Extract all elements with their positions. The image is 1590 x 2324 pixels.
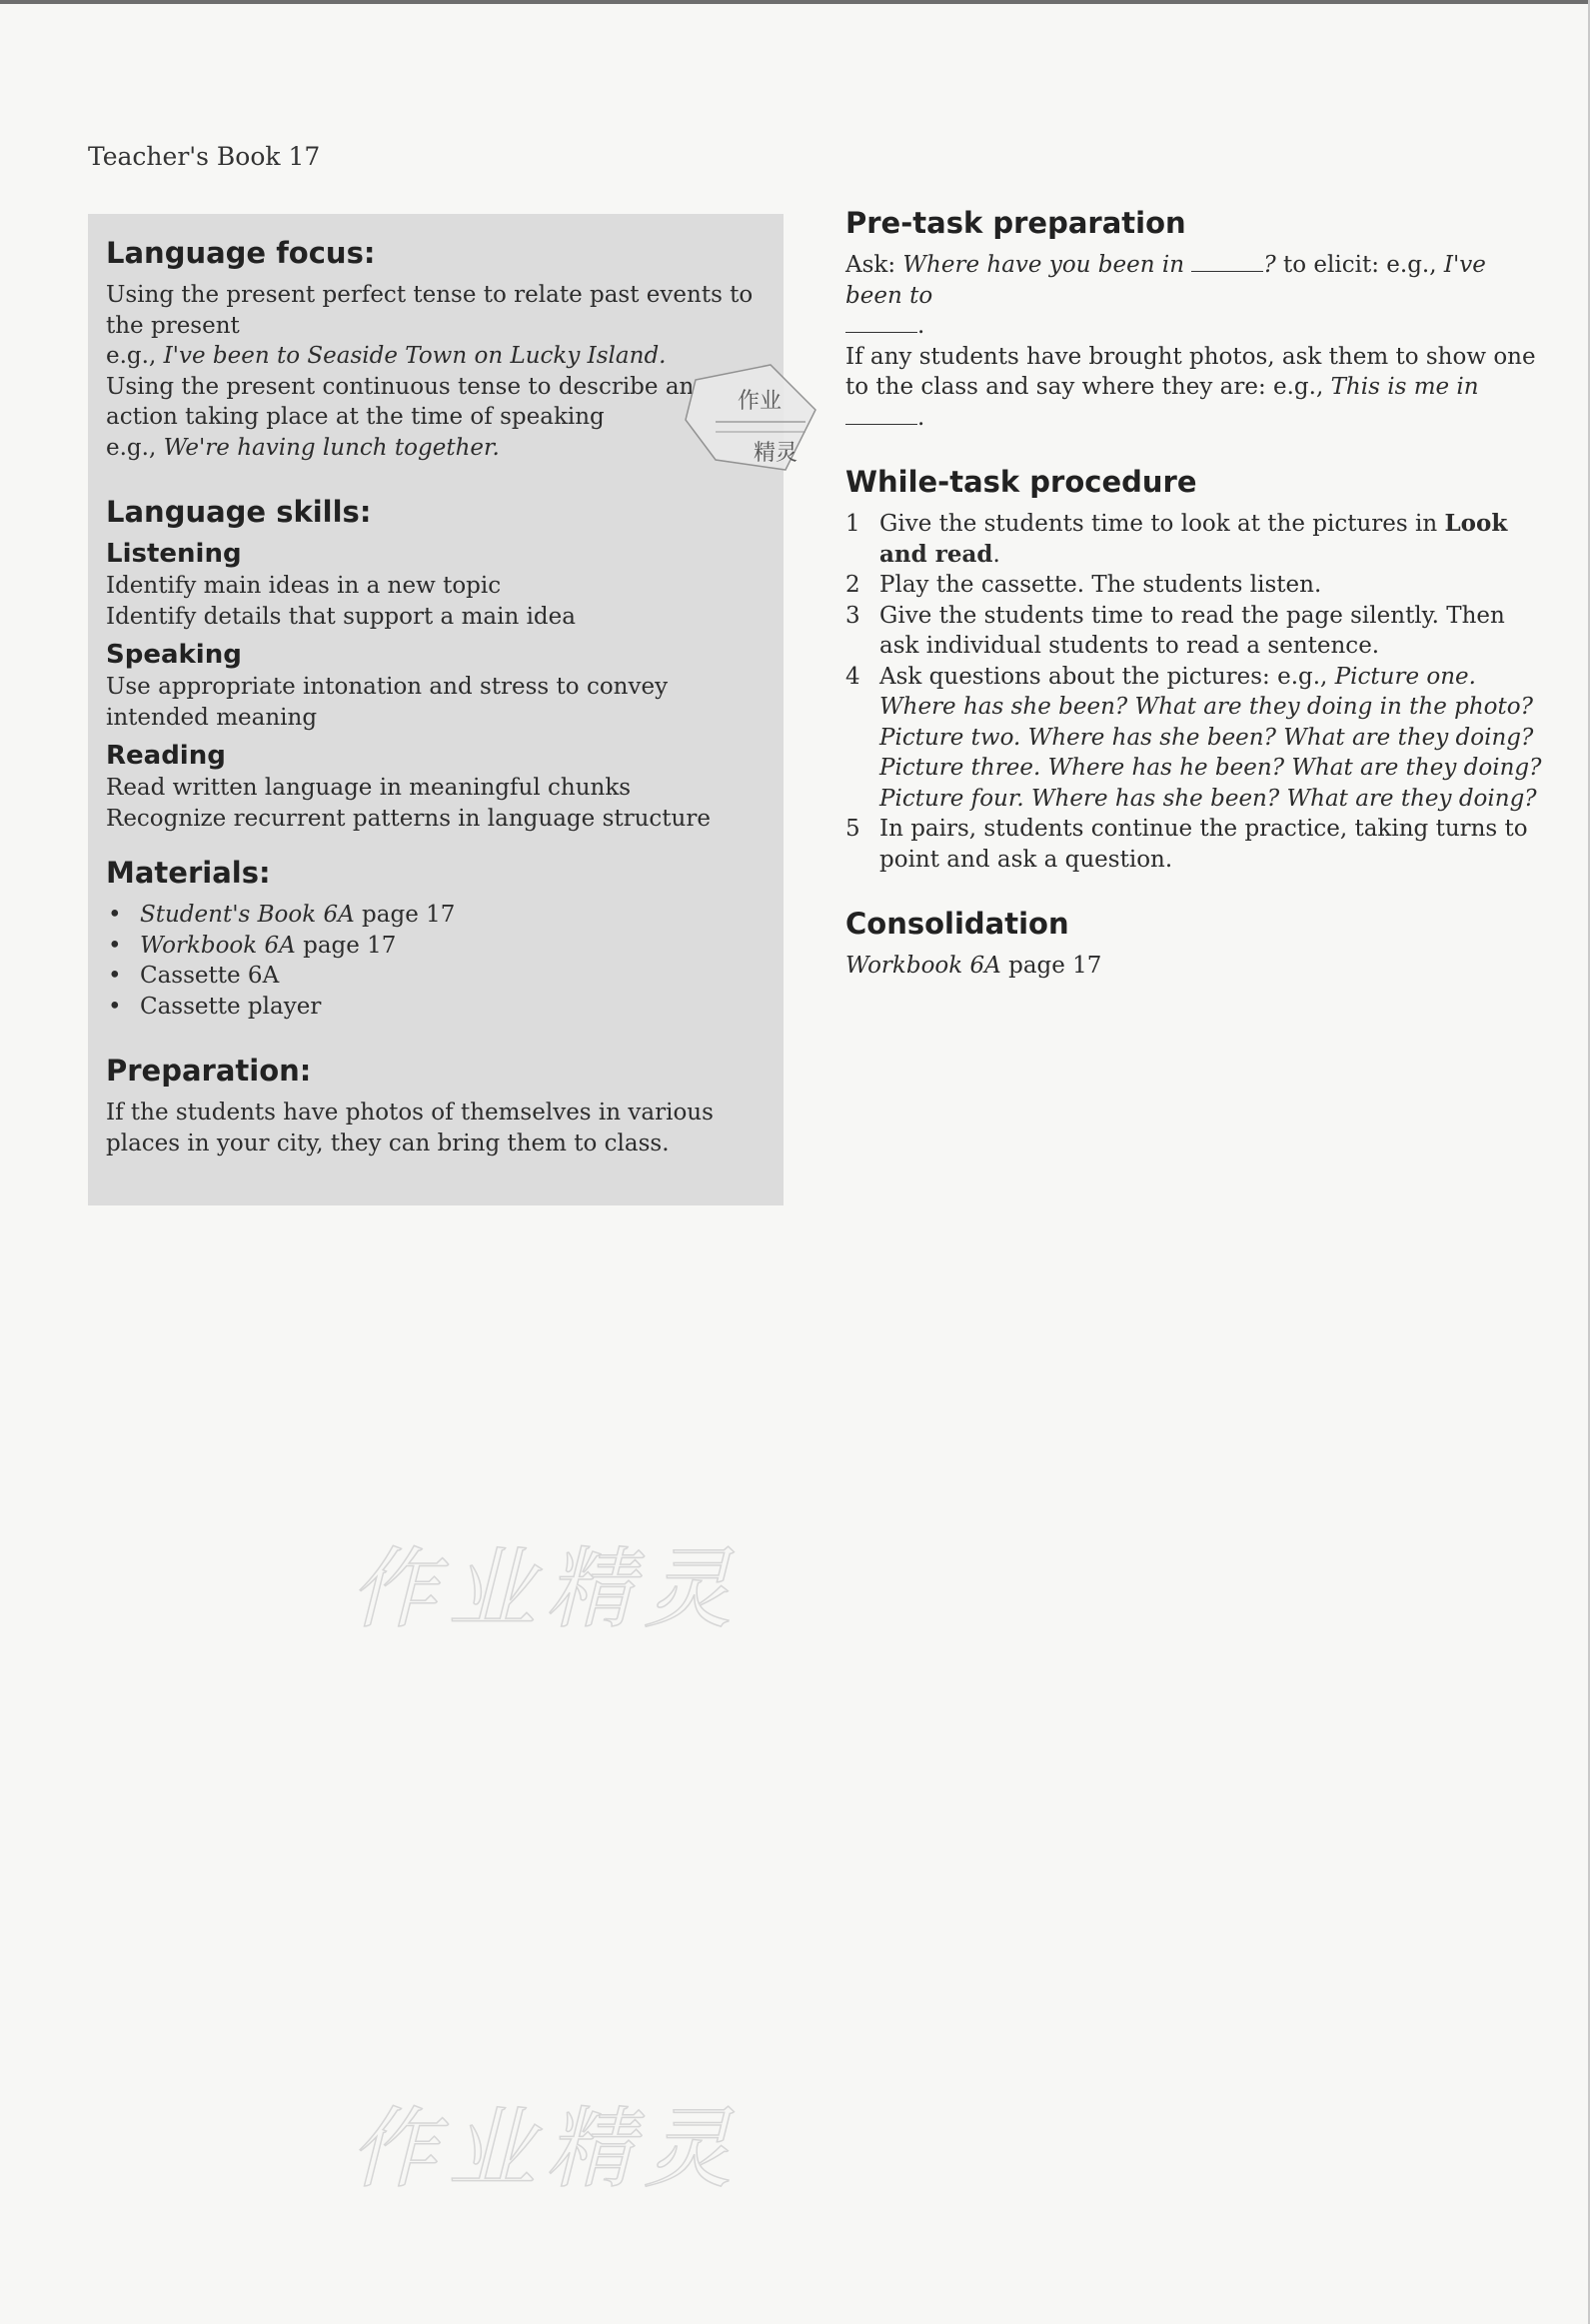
step-item: 4 Ask questions about the pictures: e.g., Picture one. Where has she been? What are they doing in the photo? Picture two. Where has she been? What are they doing? Picture three. Where has he been? What are they doing? Picture four. Where has she been? What are they doing?	[845, 663, 1542, 812]
preparation-text: If the students have photos of themselves in various places in your city, they can bring them to class.	[106, 1100, 714, 1157]
top-border	[0, 0, 1590, 4]
listening-item: Identify details that support a main idea	[106, 603, 576, 630]
watermark-logo: 作业精灵	[350, 2097, 743, 2200]
language-focus-title: Language focus:	[106, 236, 376, 270]
while-task-steps	[845, 509, 1545, 875]
language-focus-line2: Using the present continuous tense to describe an action taking place at the time of speaking	[106, 373, 695, 430]
reading-items	[106, 773, 766, 834]
reading-title: Reading	[106, 741, 226, 771]
materials-item: • Student's Book 6A page 17	[106, 900, 766, 931]
listening-items	[106, 571, 766, 632]
page-header: Teacher's Book 17	[88, 142, 321, 171]
materials-list	[106, 900, 766, 1022]
pre-task-photos: If any students have brought photos, ask them to show one to the class and say where they are: e.g., This is me in .	[845, 343, 1536, 431]
pre-task-title: Pre-task preparation	[845, 206, 1186, 240]
answer-blank	[845, 318, 917, 333]
materials-item: • Cassette 6A	[106, 961, 766, 992]
language-skills-title: Language skills:	[106, 495, 372, 529]
consolidation-title: Consolidation	[845, 907, 1069, 941]
materials-title: Materials:	[106, 856, 271, 890]
stamp-text-line2: 精灵	[754, 441, 798, 466]
materials-item: • Cassette player	[106, 992, 766, 1023]
answer-blank	[1191, 251, 1263, 272]
stamp-seal-icon	[676, 360, 825, 480]
step-item: 1 Give the students time to look at the pictures in Look and read.	[845, 510, 1508, 568]
answer-blank	[845, 410, 917, 425]
right-column	[845, 204, 1545, 982]
language-focus-example2: e.g., We're having lunch together.	[106, 434, 500, 461]
step-item: 3 Give the students time to read the page silently. Then ask individual students to read a sentence.	[845, 602, 1505, 659]
pre-task-ask: Ask: Where have you been in ? to elicit: e.g., I've been to .	[845, 252, 1486, 339]
speaking-title: Speaking	[106, 640, 242, 670]
step-item: 5 In pairs, students continue the practice, taking turns to point and ask a question.	[845, 816, 1528, 873]
speaking-items	[106, 672, 766, 733]
reading-item: Recognize recurrent patterns in language structure	[106, 805, 711, 832]
listening-item: Identify main ideas in a new topic	[106, 573, 502, 599]
while-task-title: While-task procedure	[845, 465, 1197, 499]
listening-title: Listening	[106, 539, 242, 569]
speaking-item: Use appropriate intonation and stress to convey intended meaning	[106, 674, 669, 731]
materials-item: • Workbook 6A page 17	[106, 931, 766, 962]
stamp-text-line1: 作业	[738, 389, 783, 414]
language-focus-line1: Using the present perfect tense to relate past events to the present	[106, 282, 754, 339]
watermark-logo: 作业精灵	[350, 1537, 743, 1640]
reading-item: Read written language in meaningful chunks	[106, 775, 632, 801]
preparation-title: Preparation:	[106, 1054, 312, 1088]
language-focus-text	[106, 280, 766, 463]
step-item: 2 Play the cassette. The students listen.	[845, 572, 1322, 598]
consolidation-text: Workbook 6A page 17	[845, 953, 1102, 979]
language-focus-example1: e.g., I've been to Seaside Town on Lucky Island.	[106, 343, 667, 369]
